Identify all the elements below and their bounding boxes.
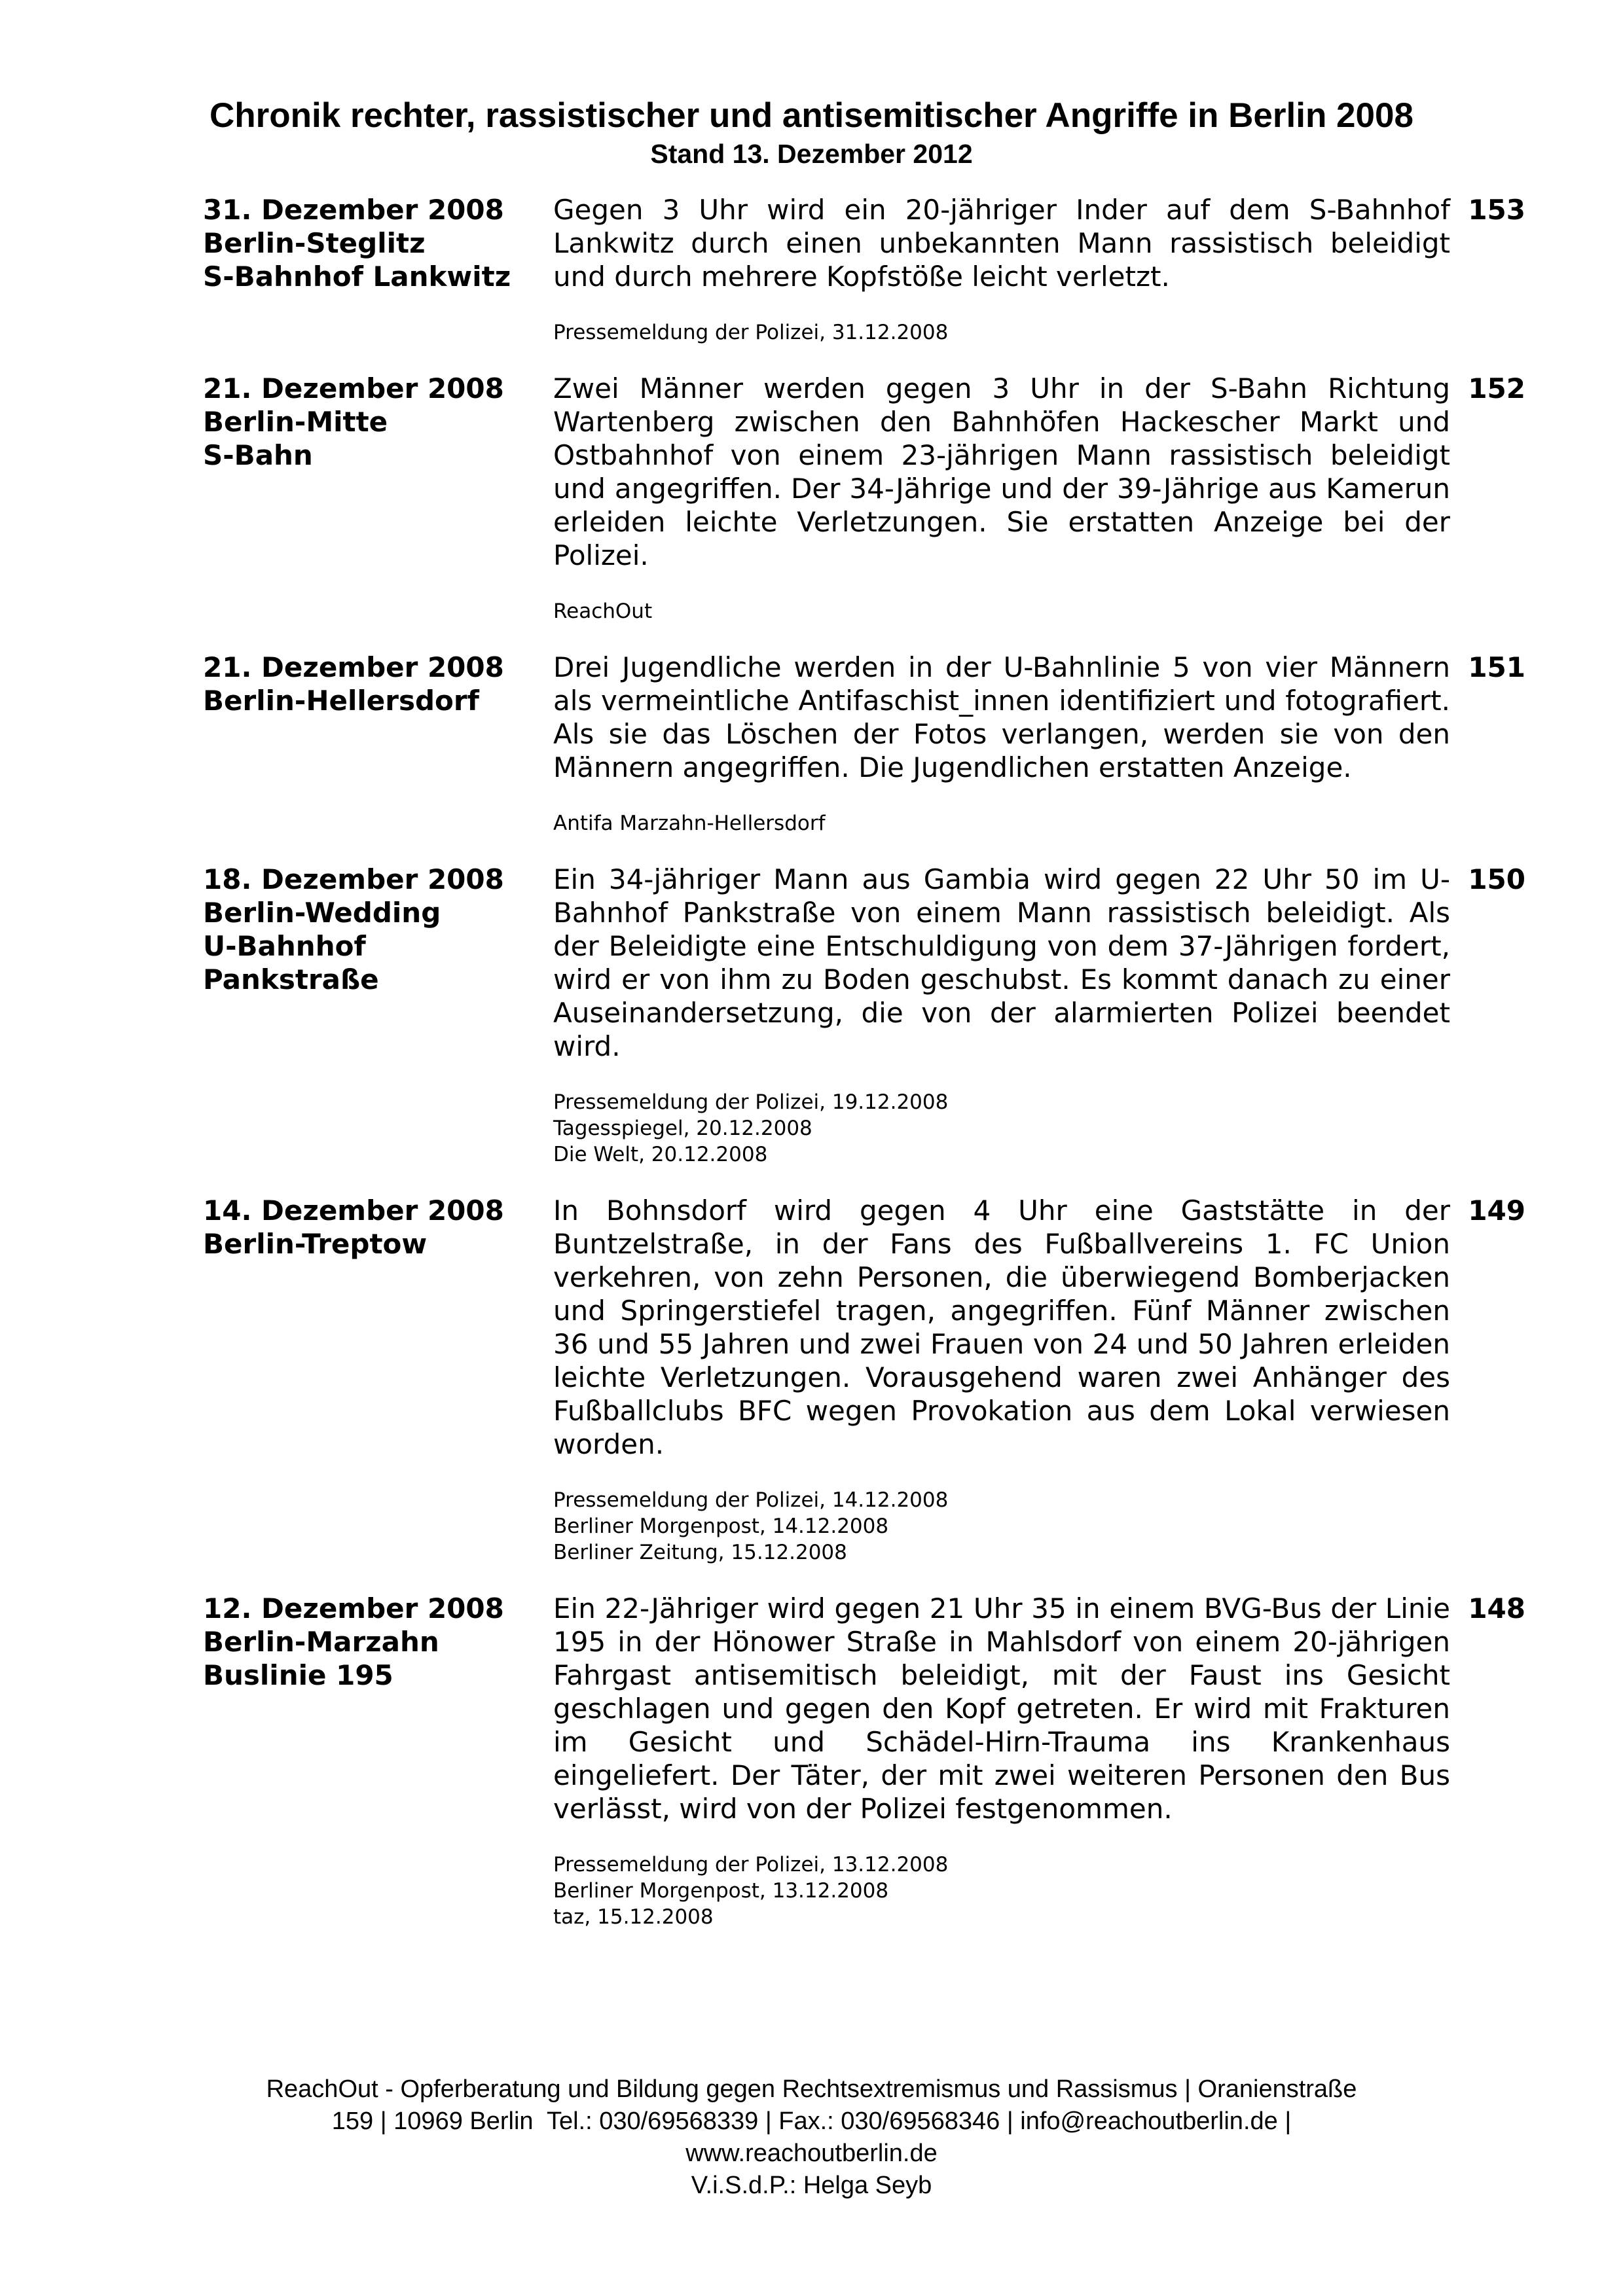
entry-source: taz, 15.12.2008 [553, 1905, 714, 1929]
entry-date: 18. Dezember 2008 [203, 863, 504, 895]
entry-meta [203, 1194, 553, 1261]
entry-meta [203, 863, 553, 996]
entry-meta [203, 651, 553, 717]
entry-content [553, 372, 1450, 624]
entry-source: Berliner Zeitung, 15.12.2008 [553, 1541, 847, 1564]
entry-content [553, 193, 1450, 346]
entry-place: Berlin-Steglitz [203, 227, 426, 259]
entry-place: Pankstraße [203, 963, 379, 996]
entry-content [553, 651, 1450, 836]
entry-place: Berlin-Mitte [203, 406, 388, 438]
entry-place: S-Bahnhof Lankwitz [203, 260, 511, 293]
entry-place: U-Bahnhof [203, 930, 366, 962]
entry-text: Ein 22-Jähriger wird gegen 21 Uhr 35 in einem BVG-Bus der Linie 195 in der Hönower Straße in Mahlsdorf von einem 20-jährigen Fahrgast antisemitisch beleidigt, mit der Faust ins Gesicht geschlagen und gegen den Kopf getreten. Er wird mit Frakturen im Gesicht und Schädel-Hirn-Trauma ins Krankenhaus eingeliefert. Der Täter, der mit zwei weiteren Personen den Bus verlässt, wird von der Polizei festgenommen. [553, 1592, 1450, 1825]
entry-meta [203, 193, 553, 293]
entry-source: Pressemeldung der Polizei, 31.12.2008 [553, 321, 949, 344]
entry-source: Die Welt, 20.12.2008 [553, 1143, 768, 1166]
footer-line: V.i.S.d.P.: Helga Seyb [691, 2172, 932, 2199]
entry-place: S-Bahn [203, 439, 313, 471]
page-header [0, 95, 1623, 171]
page-footer [0, 2073, 1623, 2202]
entry-sources [553, 598, 1450, 624]
footer-line: ReachOut - Opferberatung und Bildung gegen Rechtsextremismus und Rassismus | Oranienstraße [266, 2075, 1357, 2103]
entry-number: 148 [1468, 1592, 1525, 1624]
entry-source: Antifa Marzahn-Hellersdorf [553, 812, 826, 835]
chronicle-entry [203, 193, 1539, 346]
entry-content [553, 1194, 1450, 1566]
entry-text: Gegen 3 Uhr wird ein 20-jähriger Inder auf dem S-Bahnhof Lankwitz durch einen unbekannten Mann rassistisch beleidigt und durch mehrere Kopfstöße leicht verletzt. [553, 194, 1450, 293]
entry-source: Berliner Morgenpost, 13.12.2008 [553, 1879, 889, 1903]
entry-source: ReachOut [553, 600, 653, 623]
entry-date: 21. Dezember 2008 [203, 651, 504, 683]
entry-date: 31. Dezember 2008 [203, 194, 504, 226]
document-subtitle: Stand 13. Dezember 2012 [650, 139, 973, 169]
chronicle-entry [203, 1194, 1539, 1566]
entry-source: Pressemeldung der Polizei, 13.12.2008 [553, 1853, 949, 1876]
chronicle-entry [203, 651, 1539, 836]
entry-source: Pressemeldung der Polizei, 14.12.2008 [553, 1488, 949, 1512]
entry-source: Pressemeldung der Polizei, 19.12.2008 [553, 1090, 949, 1114]
entry-number: 153 [1468, 194, 1525, 226]
entry-number: 151 [1468, 651, 1525, 683]
entry-place: Berlin-Marzahn [203, 1626, 439, 1658]
entry-sources [553, 1089, 1450, 1168]
entry-source: Tagesspiegel, 20.12.2008 [553, 1117, 812, 1140]
entry-number: 149 [1468, 1194, 1525, 1227]
entry-sources [553, 810, 1450, 836]
entry-date: 12. Dezember 2008 [203, 1592, 504, 1624]
entry-place: Berlin-Hellersdorf [203, 685, 479, 717]
entry-sources [553, 319, 1450, 346]
entry-content [553, 1592, 1450, 1930]
entry-text: Drei Jugendliche werden in der U-Bahnlinie 5 von vier Männern als vermeintliche Antifaschist_innen identifiziert und fotografiert. Als sie das Löschen der Fotos verlangen, werden sie von den Männern angegriffen. Die Jugendlichen erstatten Anzeige. [553, 651, 1450, 783]
chronicle-entry [203, 1592, 1539, 1930]
chronicle-entry [203, 372, 1539, 624]
entry-sources [553, 1852, 1450, 1930]
entry-text: Ein 34-jähriger Mann aus Gambia wird gegen 22 Uhr 50 im U-Bahnhof Pankstraße von einem Mann rassistisch beleidigt. Als der Beleidigte eine Entschuldigung von dem 37-Jährigen fordert, wird er von ihm zu Boden geschubst. Es kommt danach zu einer Auseinandersetzung, die von der alarmierten Polizei beendet wird. [553, 863, 1450, 1062]
entry-date: 14. Dezember 2008 [203, 1194, 504, 1227]
entry-content [553, 863, 1450, 1168]
chronicle-entries [203, 193, 1539, 1930]
entry-source: Berliner Morgenpost, 14.12.2008 [553, 1515, 889, 1538]
entry-text: Zwei Männer werden gegen 3 Uhr in der S-Bahn Richtung Wartenberg zwischen den Bahnhöfen Hackescher Markt und Ostbahnhof von einem 23-jährigen Mann rassistisch beleidigt und angegriffen. Der 34-Jährige und der 39-Jährige aus Kamerun erleiden leichte Verletzungen. Sie erstatten Anzeige bei der Polizei. [553, 372, 1450, 571]
entry-place: Buslinie 195 [203, 1659, 393, 1691]
footer-line: 159 | 10969 Berlin Tel.: 030/69568339 | Fax.: 030/69568346 | info@reachoutberlin.de | [331, 2108, 1292, 2135]
entry-number: 150 [1468, 863, 1525, 895]
entry-date: 21. Dezember 2008 [203, 372, 504, 404]
document-title: Chronik rechter, rassistischer und antisemitischer Angriffe in Berlin 2008 [210, 96, 1413, 135]
entry-place: Berlin-Wedding [203, 897, 441, 929]
footer-website-link[interactable]: www.reachoutberlin.de [685, 2140, 938, 2167]
entry-sources [553, 1487, 1450, 1566]
entry-meta [203, 1592, 553, 1692]
chronicle-entry [203, 863, 1539, 1168]
entry-meta [203, 372, 553, 472]
entry-text: In Bohnsdorf wird gegen 4 Uhr eine Gaststätte in der Buntzelstraße, in der Fans des Fußballvereins 1. FC Union verkehren, von zehn Personen, die überwiegend Bomberjacken und Springerstiefel tragen, angegriffen. Fünf Männer zwischen 36 und 55 Jahren und zwei Frauen von 24 und 50 Jahren erleiden leichte Verletzungen. Vorausgehend waren zwei Anhänger des Fußballclubs BFC wegen Provokation aus dem Lokal verwiesen worden. [553, 1194, 1450, 1460]
entry-number: 152 [1468, 372, 1525, 404]
entry-place: Berlin-Treptow [203, 1228, 428, 1260]
